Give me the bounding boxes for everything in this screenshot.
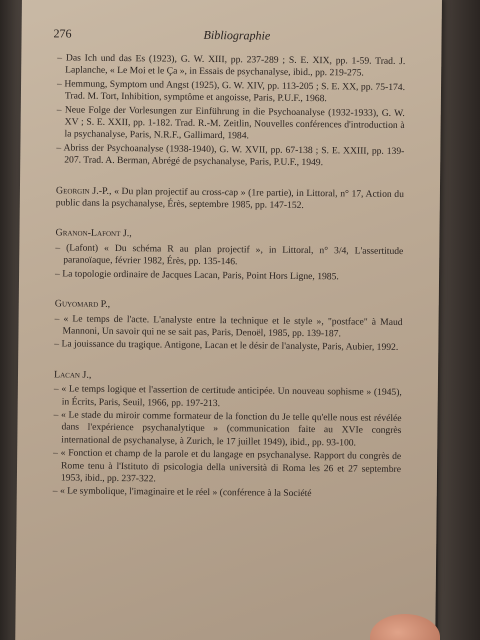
- bib-entry: – Hemmung, Symptom und Angst (1925), G. W. XIV, pp. 113-205 ; S. E. XX, pp. 75-174. Trad. M. Tort, Inhibition, symptôme et angoisse, Paris, P.U.F., 1968.: [57, 78, 406, 105]
- georgin-block: [56, 185, 404, 213]
- bibliography-content: [53, 52, 406, 501]
- background-right: [438, 0, 480, 640]
- book-page: [15, 0, 442, 640]
- running-title: Bibliographie: [203, 27, 271, 43]
- guyomard-block: [54, 298, 403, 354]
- bib-entry: – « Fonction et champ de la parole et du langage en psychanalyse. Rapport du congrès de Rome tenu à l'Istituto di psicologia della università di Roma les 26 et 27 septembre 1953, ibid., pp. 237-322.: [53, 447, 402, 485]
- freud-block: [56, 52, 405, 170]
- bib-entry-text: « Du plan projectif au cross-cap » (1re partie), in Littoral, n° 17, Action du public dans la psychanalyse, Érès, septembre 1985, pp. 147-152.: [55, 185, 404, 212]
- granon-block: [55, 228, 404, 284]
- page-number: 276: [53, 26, 72, 41]
- lacan-block: [53, 369, 402, 502]
- author-name: Guyomard P.,: [54, 298, 111, 311]
- author-name: Georgin J.-P.,: [55, 185, 112, 197]
- bib-entry: – « Le stade du miroir comme formateur de la fonction du Je telle qu'elle nous est révélée dans l'expérience psychanalytique » (communication faite au XVIe congrès international de psychanalyse, à Zurich, le 17 juillet 1949), ibid., pp. 93-100.: [53, 409, 402, 449]
- bib-entry: – Neue Folge der Vorlesungen zur Einführung in die Psychoanalyse (1932-1933), G. W. XV ; S. E. XXII, pp. 1-182. Trad. R.-M. Zeitlin, Nouvelles conférences d'introduction à la psychanalyse, Paris, N.R.F., Gallimard, 1984.: [56, 103, 405, 142]
- author-name: Granon-Lafont J.,: [55, 227, 132, 240]
- bib-entry: – La jouissance du tragique. Antigone, Lacan et le désir de l'analyste, Paris, Aubier, 1992.: [54, 338, 399, 354]
- bib-entry: – Das Ich und das Es (1923), G. W. XIII, pp. 237-289 ; S. E. XIX, pp. 1-59. Trad. J. Laplanche, « Le Moi et le Ça », in Essais de psychanalyse, ibid., pp. 219-275.: [57, 52, 406, 79]
- bib-entry: – (Lafont) « Du schéma R au plan projectif », in Littoral, n° 3/4, L'assertitude paranoïaque, février 1982, Érès, pp. 135-146.: [55, 242, 404, 268]
- bib-entry: – « Le symbolique, l'imaginaire et le réel » (conférence à la Société: [52, 485, 312, 500]
- author-name: Lacan J.,: [53, 369, 92, 381]
- bib-entry: – La topologie ordinaire de Jacques Lacan, Paris, Point Hors Ligne, 1985.: [55, 268, 339, 283]
- page-header: [53, 26, 413, 48]
- bib-entry: [56, 185, 404, 213]
- bib-entry: – Abriss der Psychoanalyse (1938-1940), G. W. XVII, pp. 67-138 ; S. E. XXIII, pp. 139-207. Trad. A. Berman, Abrégé de psychanalyse, Paris, P.U.F., 1949.: [56, 142, 405, 169]
- bib-entry: – « Le temps logique et l'assertion de certitude anticipée. Un nouveau sophisme » (1945), in Écrits, Paris, Seuil, 1966, pp. 197-213.: [53, 383, 402, 409]
- bib-entry: – « Le temps de l'acte. L'analyste entre la technique et le style », "postface" à Maud Mannoni, Un savoir qui ne se sait pas, Paris, Denoël, 1985, pp. 139-187.: [54, 312, 403, 340]
